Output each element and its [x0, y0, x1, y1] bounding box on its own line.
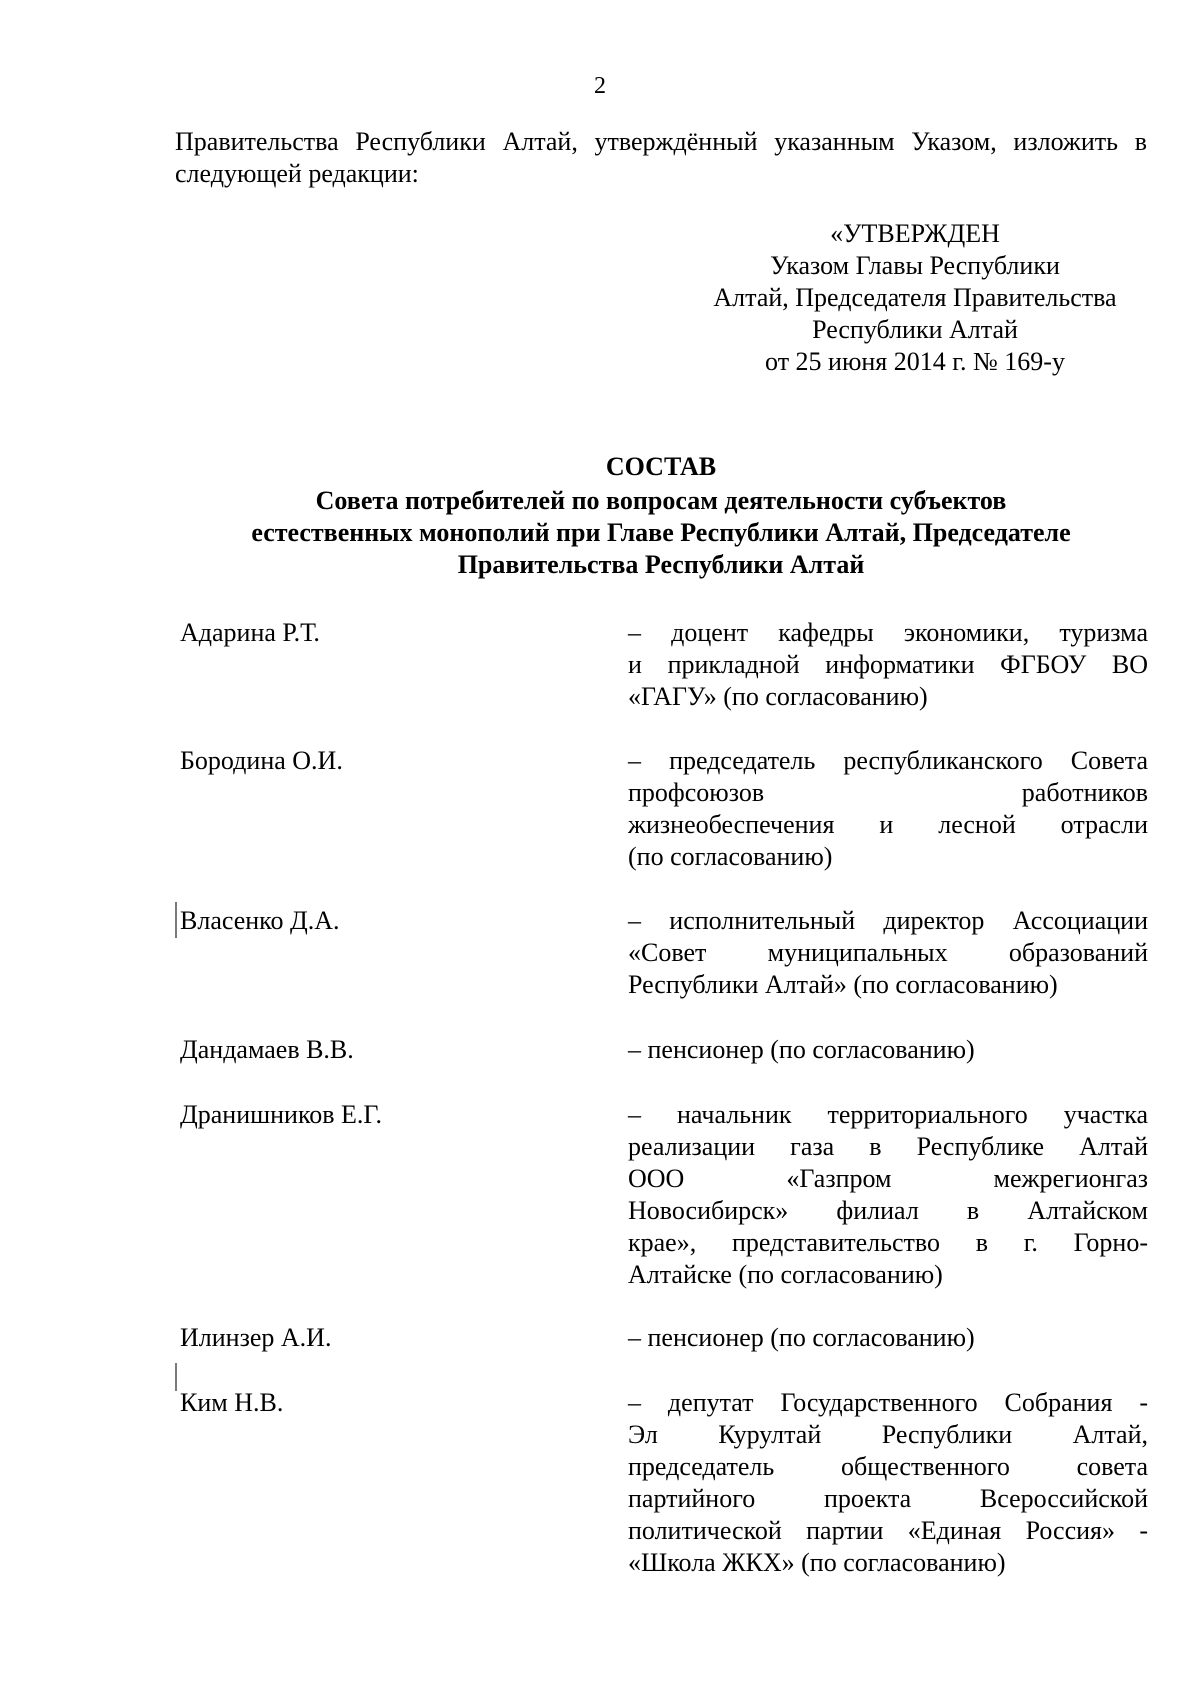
role-line: партийного проекта Всероссийской: [628, 1484, 1148, 1513]
revision-mark: [175, 1363, 177, 1391]
member-role: [628, 1322, 1148, 1354]
role-line: – председатель республиканского Совета: [628, 746, 1148, 775]
title-line: Правительства Республики Алтай: [457, 550, 865, 579]
page-number: 2: [594, 73, 606, 99]
role-line: (по согласованию): [628, 842, 833, 871]
member-name: Адарина Р.Т.: [180, 618, 320, 647]
role-line: реализации газа в Республике Алтай: [628, 1132, 1148, 1161]
role-line: Эл Курултай Республики Алтай,: [628, 1420, 1148, 1449]
role-line: профсоюзов работников: [628, 778, 1148, 807]
member-role: [628, 745, 1148, 873]
role-line: – доцент кафедры экономики, туризма: [628, 618, 1148, 647]
member-name: Власенко Д.А.: [180, 906, 340, 935]
approval-line: Алтай, Председателя Правительства: [713, 283, 1117, 312]
role-line: Республики Алтай» (по согласованию): [628, 970, 1058, 999]
role-line: – пенсионер (по согласованию): [628, 1035, 975, 1064]
role-line: Новосибирск» филиал в Алтайском: [628, 1196, 1148, 1225]
role-line: «ГАГУ» (по согласованию): [628, 682, 928, 711]
member-name: Дранишников Е.Г.: [180, 1100, 383, 1129]
role-line: председатель общественного совета: [628, 1452, 1148, 1481]
title-line: Совета потребителей по вопросам деятельности субъектов: [315, 486, 1007, 515]
role-line: – начальник территориального участка: [628, 1100, 1148, 1129]
member-name: Дандамаев В.В.: [180, 1035, 354, 1064]
member-role: [628, 617, 1148, 713]
member-role: [628, 1034, 1148, 1066]
approval-line: от 25 июня 2014 г. № 169-у: [765, 347, 1065, 376]
approval-line: «УТВЕРЖДЕН: [830, 219, 1000, 248]
approval-line: Республики Алтай: [812, 315, 1018, 344]
member-name: Ким Н.В.: [180, 1388, 284, 1417]
revision-mark: [175, 902, 177, 938]
role-line: жизнеобеспечения и лесной отрасли: [628, 810, 1148, 839]
role-line: крае», представительство в г. Горно-: [628, 1228, 1148, 1257]
role-line: – пенсионер (по согласованию): [628, 1323, 975, 1352]
role-line: ООО «Газпром межрегионгаз: [628, 1164, 1148, 1193]
title-line: естественных монополий при Главе Республики Алтай, Председателе: [251, 518, 1071, 547]
role-line: «Школа ЖКХ» (по согласованию): [628, 1548, 1006, 1577]
intro-paragraph: Правительства Республики Алтай, утверждённый указанным Указом, изложить в следующей редакции:: [175, 127, 1147, 188]
role-line: «Совет муниципальных образований: [628, 938, 1148, 967]
role-line: и прикладной информатики ФГБОУ ВО: [628, 650, 1148, 679]
member-name: Бородина О.И.: [180, 746, 343, 775]
role-line: – депутат Государственного Собрания -: [628, 1388, 1148, 1417]
member-role: [628, 1099, 1148, 1291]
document-title: [175, 449, 1147, 581]
role-line: политической партии «Единая Россия» -: [628, 1516, 1148, 1545]
role-line: Алтайске (по согласованию): [628, 1260, 943, 1289]
member-role: [628, 1387, 1148, 1579]
member-name: Илинзер А.И.: [180, 1323, 332, 1352]
approval-line: Указом Главы Республики: [770, 251, 1060, 280]
title-heading: СОСТАВ: [605, 452, 717, 481]
approval-stamp: [680, 218, 1150, 378]
member-role: [628, 905, 1148, 1001]
role-line: – исполнительный директор Ассоциации: [628, 906, 1148, 935]
